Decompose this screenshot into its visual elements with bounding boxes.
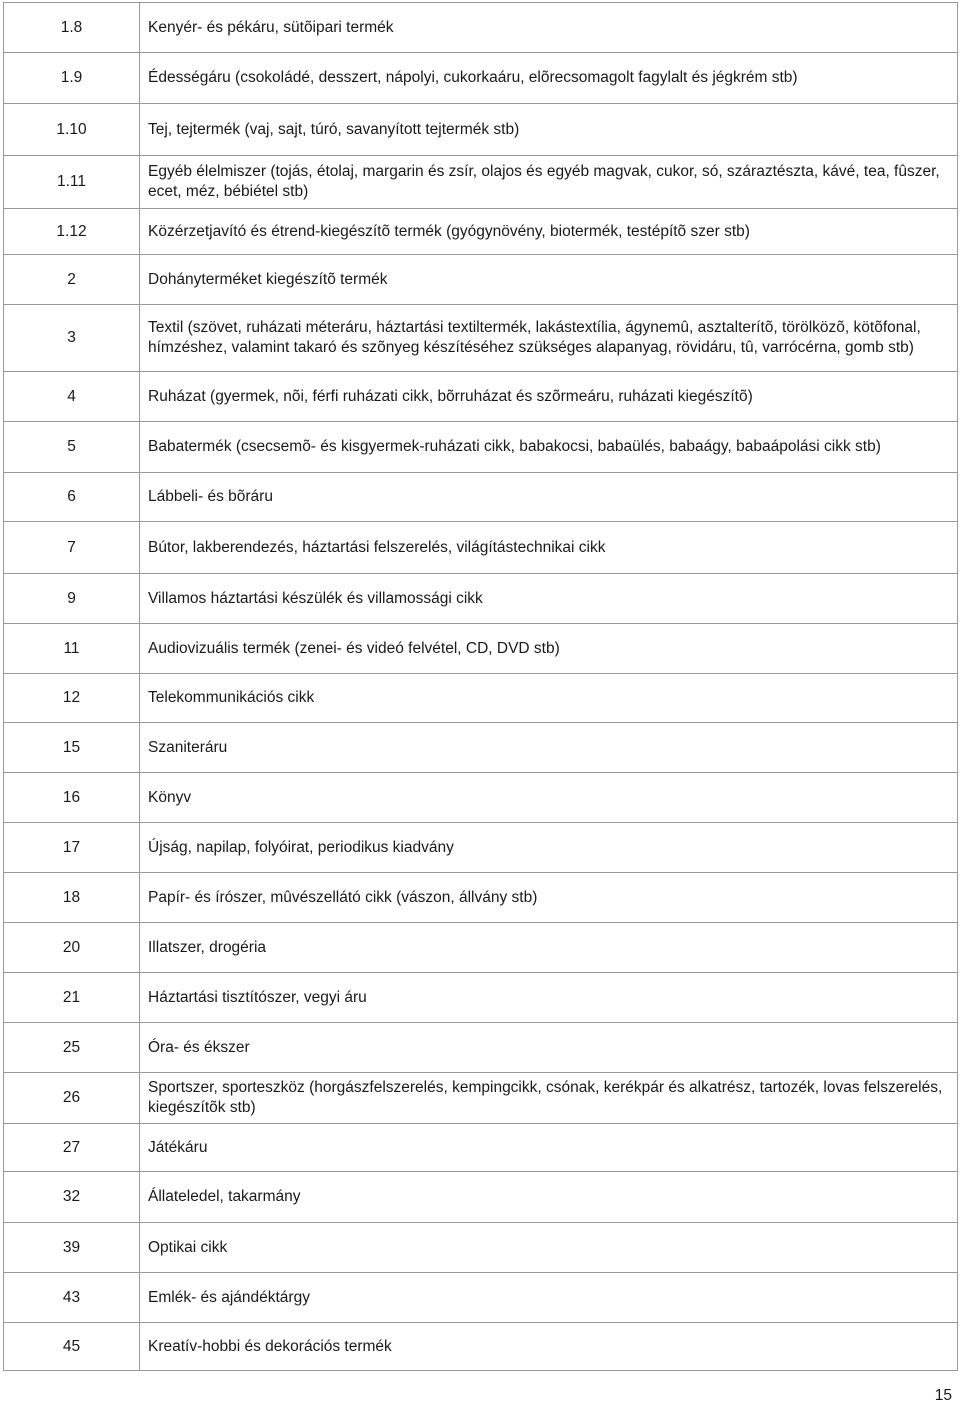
- table-row: [4, 304, 957, 371]
- category-number: 1.10: [4, 104, 140, 155]
- category-description: Kreatív-hobbi és dekorációs termék: [148, 1337, 392, 1355]
- table-row: [4, 421, 957, 472]
- table-row: [4, 922, 957, 972]
- category-number: 39: [4, 1223, 140, 1272]
- category-number: 21: [4, 973, 140, 1022]
- category-description: Lábbeli- és bõráru: [148, 488, 273, 505]
- table-row: [4, 1123, 957, 1171]
- table-row: [4, 1272, 957, 1322]
- category-number: 5: [4, 422, 140, 472]
- category-number: 1.8: [4, 3, 140, 52]
- category-description: Egyéb élelmiszer (tojás, étolaj, margarin és zsír, olajos és egyéb magvak, cukor, só, száraztészta, kávé, tea, fûszer, ecet, méz, bébiétel stb): [148, 163, 940, 200]
- category-description: Villamos háztartási készülék és villamossági cikk: [148, 589, 483, 607]
- category-description: Sportszer, sporteszköz (horgászfelszerelés, kempingcikk, csónak, kerékpár és alkatrész, tartozék, lovas felszerelés, kiegészítõk stb): [148, 1079, 943, 1116]
- table-row: [4, 1171, 957, 1222]
- category-description: Dohányterméket kiegészítõ termék: [148, 270, 388, 288]
- table-row: [4, 872, 957, 922]
- category-description: Állateledel, takarmány: [148, 1188, 301, 1205]
- table-row: [4, 2, 957, 52]
- category-description: Háztartási tisztítószer, vegyi áru: [148, 988, 367, 1006]
- category-description: Ruházat (gyermek, nõi, férfi ruházati cikk, bõrruházat és szõrmeáru, ruházati kiegészítõ): [148, 387, 753, 405]
- page-number: 15: [934, 1387, 952, 1404]
- category-description: Babatermék (csecsemõ- és kisgyermek-ruházati cikk, babakocsi, babaülés, babaágy, babaápolási cikk stb): [148, 438, 881, 455]
- category-number: 1.9: [4, 53, 140, 103]
- table-row: [4, 972, 957, 1022]
- table-row: [4, 822, 957, 872]
- category-number: 18: [4, 873, 140, 922]
- table-row: [4, 1072, 957, 1123]
- category-number: 43: [4, 1273, 140, 1322]
- category-number: 2: [4, 255, 140, 304]
- product-category-table: [3, 2, 958, 1371]
- table-row: [4, 52, 957, 103]
- category-description: Emlék- és ajándéktárgy: [148, 1288, 310, 1306]
- category-description: Audiovizuális termék (zenei- és videó felvétel, CD, DVD stb): [148, 639, 560, 657]
- table-row: [4, 722, 957, 772]
- category-number: 27: [4, 1124, 140, 1171]
- category-description: Tej, tejtermék (vaj, sajt, túró, savanyított tejtermék stb): [148, 120, 520, 138]
- category-number: 15: [4, 723, 140, 772]
- category-description: Játékáru: [148, 1138, 208, 1156]
- category-description: Bútor, lakberendezés, háztartási felszerelés, világítástechnikai cikk: [148, 538, 606, 556]
- category-number: 7: [4, 522, 140, 573]
- category-number: 32: [4, 1172, 140, 1222]
- category-number: 11: [4, 624, 140, 673]
- category-description: Óra- és ékszer: [148, 1038, 250, 1056]
- category-description: Optikai cikk: [148, 1238, 228, 1256]
- category-number: 25: [4, 1023, 140, 1072]
- table-row: [4, 623, 957, 673]
- category-number: 17: [4, 823, 140, 872]
- table-row: [4, 155, 957, 208]
- category-number: 20: [4, 923, 140, 972]
- category-number: 3: [4, 305, 140, 371]
- table-row: [4, 521, 957, 573]
- category-number: 16: [4, 773, 140, 822]
- category-description: Szaniteráru: [148, 738, 228, 756]
- table-row: [4, 103, 957, 155]
- table-row: [4, 1322, 957, 1370]
- category-description: Újság, napilap, folyóirat, periodikus kiadvány: [148, 838, 454, 856]
- category-description: Illatszer, drogéria: [148, 938, 267, 956]
- category-description: Kenyér- és pékáru, sütõipari termék: [148, 18, 394, 36]
- category-number: 1.12: [4, 209, 140, 254]
- category-number: 12: [4, 674, 140, 722]
- category-number: 45: [4, 1323, 140, 1370]
- category-description: Könyv: [148, 788, 192, 806]
- table-row: [4, 371, 957, 421]
- category-number: 1.11: [4, 156, 140, 208]
- table-row: [4, 673, 957, 722]
- category-description: Édességáru (csokoládé, desszert, nápolyi, cukorkaáru, elõrecsomagolt fagylalt és jégkrém stb): [148, 69, 798, 86]
- table-row: [4, 254, 957, 304]
- category-description: Közérzetjavító és étrend-kiegészítõ termék (gyógynövény, biotermék, testépítõ szer stb): [148, 222, 750, 240]
- category-description: Papír- és írószer, mûvészellátó cikk (vászon, állvány stb): [148, 888, 538, 906]
- category-number: 9: [4, 574, 140, 623]
- table-row: [4, 1222, 957, 1272]
- table-row: [4, 772, 957, 822]
- category-number: 4: [4, 372, 140, 421]
- table-row: [4, 472, 957, 521]
- table-row: [4, 573, 957, 623]
- table-row: [4, 1022, 957, 1072]
- category-number: 6: [4, 473, 140, 521]
- category-description: Textil (szövet, ruházati méteráru, háztartási textiltermék, lakástextília, ágynemû, asztalterítõ, törölközõ, kötõfonal, hímzéshez, valamint takaró és szõnyeg készítéséhez szükséges alapanyag, rövidáru, tû, varrócérna, gomb stb): [148, 319, 921, 356]
- table-row: [4, 208, 957, 254]
- category-number: 26: [4, 1073, 140, 1123]
- category-description: Telekommunikációs cikk: [148, 689, 315, 706]
